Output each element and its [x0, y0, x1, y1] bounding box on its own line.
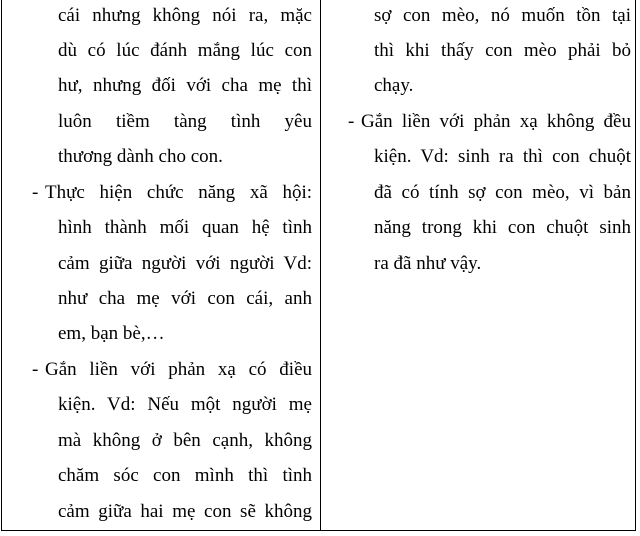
left-line: như cha mẹ với con cái, anh [58, 288, 312, 309]
right-line: ra đã như vậy. [374, 253, 482, 274]
right-line: năng trong khi con chuột sinh [374, 217, 631, 238]
column-divider [320, 0, 321, 530]
right-line: chạy. [374, 75, 414, 96]
right-line: kiện. Vd: sinh ra thì con chuột [374, 146, 631, 167]
right-line: đã có tính sợ con mèo, vì bản [374, 182, 631, 203]
right-line: sợ con mèo, nó muốn tồn tại [374, 5, 631, 26]
left-line: Thực hiện chức năng xã hội: [45, 182, 312, 203]
left-line: cảm giữa hai mẹ con sẽ không [58, 501, 312, 522]
left-line: kiện. Vd: Nếu một người mẹ [58, 394, 312, 415]
left-line: Gắn liền với phản xạ có điều [45, 359, 312, 380]
left-line: dù có lúc đánh mắng lúc con [58, 40, 312, 61]
bullet-dash: - [32, 359, 39, 380]
left-line: chăm sóc con mình thì tình [58, 465, 312, 486]
left-line: em, bạn bè,… [58, 323, 165, 344]
left-line: hình thành mối quan hệ tình [58, 217, 312, 238]
left-line: cảm giữa người với người Vd: [58, 253, 312, 274]
bullet-dash: - [32, 182, 39, 203]
right-line: Gắn liền với phản xạ không đều [361, 111, 631, 132]
bullet-dash: - [348, 111, 355, 132]
left-line: luôn tiềm tàng tình yêu [58, 111, 312, 132]
left-line: hư, nhưng đối với cha mẹ thì [58, 75, 312, 96]
left-line: thương dành cho con. [58, 146, 223, 167]
right-line: thì khi thấy con mèo phải bỏ [374, 40, 631, 61]
left-line: cái nhưng không nói ra, mặc [58, 5, 312, 26]
left-line: mà không ở bên cạnh, không [58, 430, 312, 451]
